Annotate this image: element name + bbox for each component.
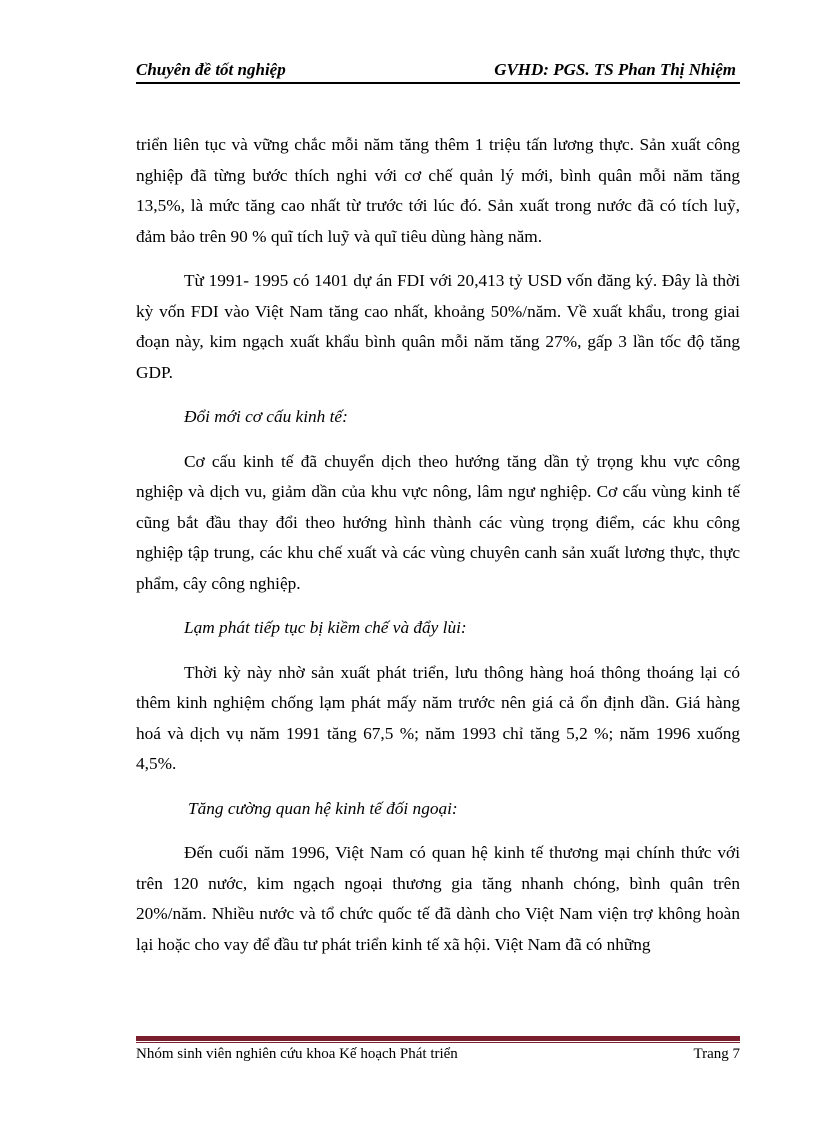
footer-group: Nhóm sinh viên nghiên cứu khoa Kế hoạch Phát triển — [136, 1046, 458, 1062]
paragraph-fdi: Từ 1991- 1995 có 1401 dự án FDI với 20,413 tỷ USD vốn đăng ký. Đây là thời kỳ vốn FDI vào Việt Nam tăng cao nhất, khoảng 50%/năm. Về xuất khẩu, trong giai đoạn này, kim ngạch xuất khẩu bình quân mỗi năm tăng 27%, gấp 3 lần tốc độ tăng GDP. — [136, 271, 740, 382]
footer-divider-thick — [136, 1036, 740, 1041]
header-title: Chuyên đề tốt nghiệp — [136, 60, 286, 79]
header-advisor: GVHD: PGS. TS Phan Thị Nhiệm — [494, 60, 736, 79]
paragraph-continuation: triển liên tục và vững chắc mỗi năm tăng thêm 1 triệu tấn lương thực. Sản xuất công nghiệp đã từng bước thích nghi với cơ chế quản lý mới, bình quân mỗi năm tăng 13,5%, là mức tăng cao nhất từ trước tới lúc đó. Sản xuất trong nước đã có tích luỹ, đảm bảo trên 90 % quĩ tích luỹ và quĩ tiêu dùng hàng năm. — [136, 135, 740, 246]
document-body — [136, 130, 740, 974]
paragraph-inflation: Thời kỳ này nhờ sản xuất phát triển, lưu thông hàng hoá thông thoáng lại có thêm kinh nghiệm chống lạm phát mấy năm trước nên giá cả ổn định dần. Giá hàng hoá và dịch vụ năm 1991 tăng 67,5 %; năm 1993 chỉ tăng 5,2 %; năm 1996 xuống 4,5%. — [136, 662, 740, 773]
paragraph-structure: Cơ cấu kinh tế đã chuyển dịch theo hướng tăng dần tỷ trọng khu vực công nghiệp và dịch vu, giảm dần của khu vực nông, lâm ngư nghiệp. Cơ cấu vùng kinh tế cũng bắt đầu thay đổi theo hướng hình thành các vùng trọng điểm, các khu công nghiệp tập trung, các khu chế xuất và các vùng chuyên canh sản xuất lương thực, thực phẩm, cây công nghiệp. — [136, 451, 740, 593]
section-heading-inflation: Lạm phát tiếp tục bị kiềm chế và đẩy lùi: — [184, 618, 467, 637]
footer-divider-thin — [136, 1042, 740, 1043]
section-heading-structure: Đổi mới cơ cấu kinh tế: — [184, 407, 348, 426]
section-heading-foreign: Tăng cường quan hệ kinh tế đối ngoại: — [188, 798, 458, 818]
header-divider — [136, 82, 740, 84]
page-number: Trang 7 — [693, 1046, 740, 1062]
paragraph-foreign: Đến cuối năm 1996, Việt Nam có quan hệ kinh tế thương mại chính thức với trên 120 nước, kim ngạch ngoại thương gia tăng nhanh chóng, bình quân trên 20%/năm. Nhiều nước và tổ chức quốc tế đã dành cho Việt Nam viện trợ không hoàn lại hoặc cho vay để đầu tư phát triển kinh tế xã hội. Việt Nam đã có những — [136, 843, 740, 954]
